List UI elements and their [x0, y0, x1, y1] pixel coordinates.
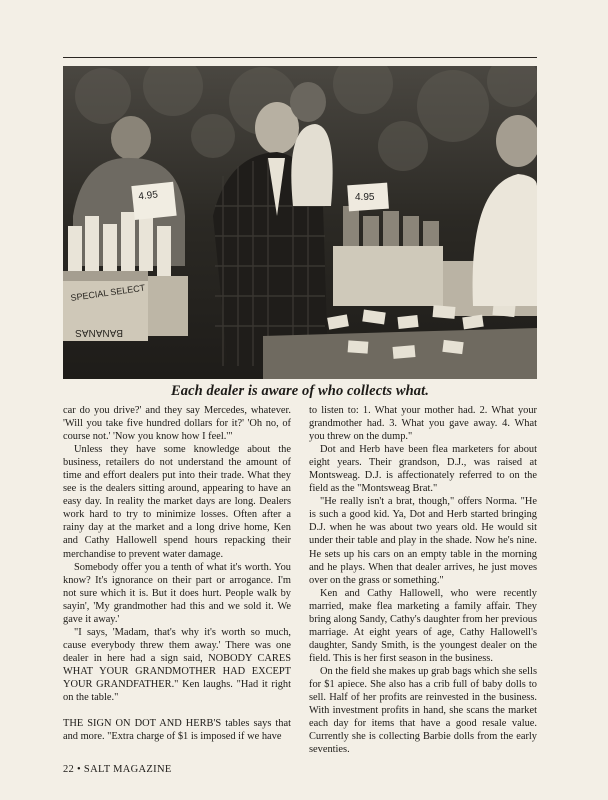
paragraph: On the field she makes up grab bags which she sells for $1 apiece. She also has a crib full of baby dolls to sell. Half of her profits are reinvested in the business. With investment profits in hand, she scans the market each day for items that have a good resale value. Currently she is collecting Barbie dolls from the early seventies. [309, 665, 537, 756]
right-column [309, 404, 537, 756]
paragraph: Somebody offer you a tenth of what it's worth. You know? It's ignorance on their part or arrogance. I'm not sure which it is. But it does hurt. People walk by sayin', 'My grandmother had this and we sold it. We gave it away.' [63, 561, 291, 625]
box-label-special-select: SPECIAL SELECT [69, 282, 146, 303]
paragraph: to listen to: 1. What your mother had. 2. What your grandmother had. 3. What you gave away. 4. What you threw on the dump." [309, 405, 537, 443]
section-lead-paragraph: THE SIGN ON DOT AND HERB'S tables says that and more. "Extra charge of $1 is imposed if we have [63, 718, 291, 743]
box-label-bananas: BANANAS [75, 327, 123, 338]
left-column [63, 404, 291, 743]
price-sign-right: 4.95 [355, 192, 375, 203]
top-rule [63, 57, 537, 58]
photo-caption: Each dealer is aware of who collects what. [171, 383, 429, 399]
price-sign-left: 4.95 [137, 189, 159, 203]
paragraph: Ken and Cathy Hallowell, who were recently married, make flea marketing a family affair. They bring along Sandy, Cathy's daughter from her previous marriage. At eight years of age, Cathy Hallowell's daughter, Sandy Smith, is the youngest dealer on the field. This is her first season in the business. [309, 587, 537, 664]
paragraph: Dot and Herb have been flea marketers for about eight years. Their grandson, D.J., was raised at Montsweag. D.J. is affectionately referred to on the field as the "Montsweag Brat." [309, 444, 537, 495]
flea-market-photo [63, 66, 537, 379]
paragraph: "I says, 'Madam, that's why it's worth so much, cause everybody threw them away.' There was one dealer in here had a sign said, NOBODY CARES WHAT YOUR GRANDMOTHER HAD EXCEPT YOUR GRANDFATHER." Ken laughs. "Had it right on the table." [63, 626, 291, 704]
produce-boxes [63, 212, 188, 341]
page-footer: 22 • SALT MAGAZINE [63, 764, 172, 775]
paragraph: "He really isn't a brat, though," offers Norma. "He is such a good kid. Ya, Dot and Herb started bringing D.J. when he was about two years old. He would sit under their table and play in the shade. Now he's nine. He sets up his cars on an empty table in the morning and he plays. When that dealer arrives, he just moves over on the grass or something." [309, 496, 537, 586]
paragraph: car do you drive?' and they say Mercedes, whatever. 'Will you take five hundred dollars for it?' 'Oh no, of course not.' 'Now you know how I feel.'" [63, 405, 291, 443]
photo-illustration [63, 66, 537, 379]
paragraph: Unless they have some knowledge about the business, retailers do not understand the amount of time and effort dealers put into their trade. What they see is the dealers sitting around, appearing to have an easy day. In reality the market days are long. Dealers work hard to try to minimize losses. Often after a rainy day at the market and a long drive home, Ken and Cathy Hallowell spend hours repacking their merchandise to prevent water damage. [63, 444, 291, 560]
